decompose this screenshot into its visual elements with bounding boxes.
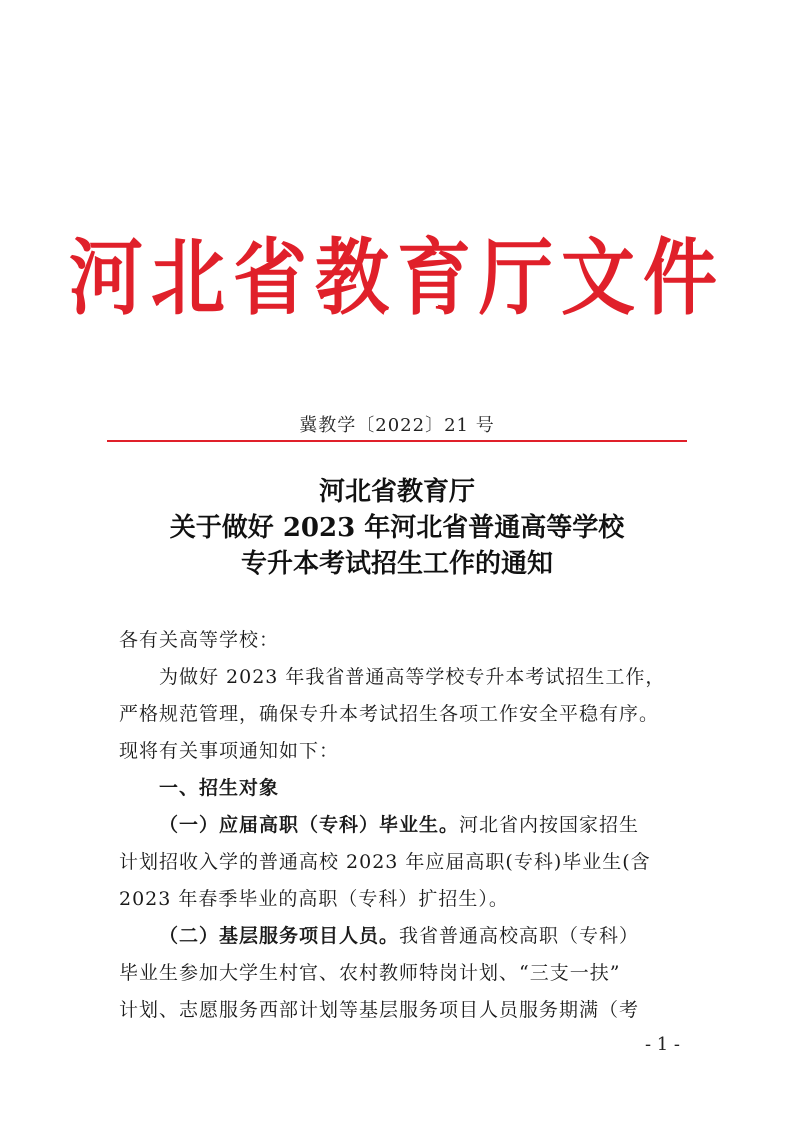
item1-text-start: 河北省内按国家招生 <box>459 814 640 836</box>
item2-line-3: 计划、志愿服务西部计划等基层服务项目人员服务期满（考 <box>119 999 640 1021</box>
document-body <box>119 622 679 1029</box>
item1-line-1 <box>119 807 679 844</box>
item1-label: （一）应届高职（专科）毕业生。 <box>159 814 460 836</box>
agency-letterhead: 河北省教育厅文件 <box>69 230 725 327</box>
item2-line-1 <box>119 918 679 955</box>
item2-line-2: 毕业生参加大学生村官、农村教师特岗计划、“三支一扶” <box>119 962 621 984</box>
intro-line-3: 现将有关事项通知如下： <box>119 740 340 762</box>
title-line-2: 关于做好 2023 年河北省普通高等学校 <box>169 513 625 543</box>
salutation: 各有关高等学校： <box>119 629 280 651</box>
section-heading-recruitment-targets: 一、招生对象 <box>159 777 280 799</box>
title-line-1: 河北省教育厅 <box>318 477 475 507</box>
item1-line-2: 计划招收入学的普通高校 2023 年应届高职(专科)毕业生(含 <box>119 851 651 873</box>
intro-line-2: 严格规范管理，确保专升本考试招生各项工作安全平稳有序。 <box>119 703 660 725</box>
document-number: 冀教学〔2022〕21 号 <box>299 415 495 436</box>
page-number: - 1 - <box>644 1034 680 1055</box>
item2-text-start: 我省普通高校高职（专科） <box>399 925 640 947</box>
letterhead-divider <box>107 440 687 442</box>
document-title <box>0 474 794 582</box>
intro-line-1: 为做好 2023 年我省普通高等学校专升本考试招生工作， <box>159 666 666 688</box>
title-line-3: 专升本考试招生工作的通知 <box>240 549 553 579</box>
item2-label: （二）基层服务项目人员。 <box>159 925 400 947</box>
item1-line-3: 2023 年春季毕业的高职（专科）扩招生）。 <box>119 888 509 910</box>
